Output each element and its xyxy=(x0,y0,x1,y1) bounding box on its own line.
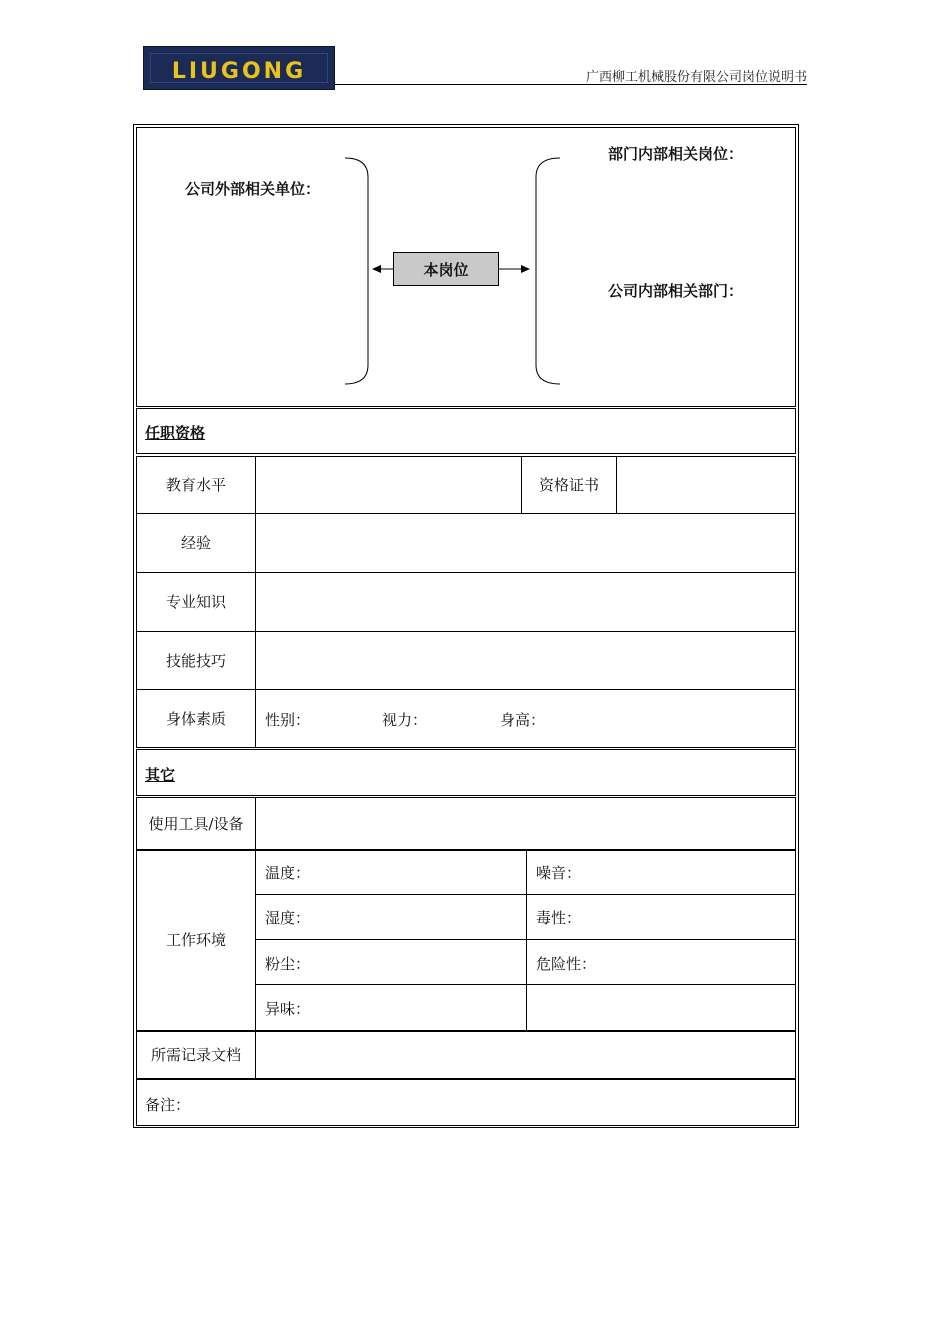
experience-label: 经验 xyxy=(180,534,211,552)
remarks-label: 备注： xyxy=(145,1096,191,1114)
logo-frame xyxy=(150,53,328,83)
qualifications-heading: 任职资格 xyxy=(145,424,206,442)
env-column-divider xyxy=(526,850,527,1031)
humidity-label: 湿度： xyxy=(265,909,311,927)
right-arrow-head xyxy=(521,265,530,273)
skills-label: 技能技巧 xyxy=(165,651,226,670)
logo-text: LIUGONG xyxy=(171,59,307,84)
certificate-label: 资格证书 xyxy=(538,475,599,494)
tools-label-divider xyxy=(255,797,256,850)
odor-label: 异味： xyxy=(265,1000,311,1018)
job-description-form xyxy=(133,124,799,1128)
records-label: 所需记录文档 xyxy=(150,1046,241,1064)
vision-label: 视力： xyxy=(382,711,428,729)
company-internal-depts-label: 公司内部相关部门： xyxy=(608,282,744,300)
right-brace xyxy=(536,158,560,384)
toxicity-label: 毒性： xyxy=(536,909,582,927)
dust-label: 粉尘： xyxy=(265,955,311,973)
physical-label: 身体素质 xyxy=(165,710,226,728)
document-title: 广西柳工机械股份有限公司岗位说明书 xyxy=(585,70,807,85)
remarks-row xyxy=(136,1079,796,1126)
external-units-label: 公司外部相关单位： xyxy=(185,180,321,198)
height-label: 身高： xyxy=(500,711,546,729)
tools-label: 使用工具/设备 xyxy=(148,814,244,833)
danger-label: 危险性： xyxy=(536,955,597,973)
left-arrow-head xyxy=(372,265,381,273)
company-logo xyxy=(143,46,335,90)
gender-label: 性别： xyxy=(265,711,311,729)
dept-internal-posts-label: 部门内部相关岗位： xyxy=(608,145,744,163)
left-brace xyxy=(345,158,368,384)
temperature-label: 温度： xyxy=(265,864,311,882)
other-heading: 其它 xyxy=(145,766,176,784)
header-divider xyxy=(335,84,807,85)
knowledge-label: 专业知识 xyxy=(165,593,226,611)
other-heading-row xyxy=(136,749,796,796)
education-label: 教育水平 xyxy=(165,475,226,494)
noise-label: 噪音： xyxy=(536,864,582,882)
environment-label: 工作环境 xyxy=(165,931,226,949)
this-post-box: 本岗位 xyxy=(393,252,499,286)
qualifications-heading-row xyxy=(136,408,796,454)
